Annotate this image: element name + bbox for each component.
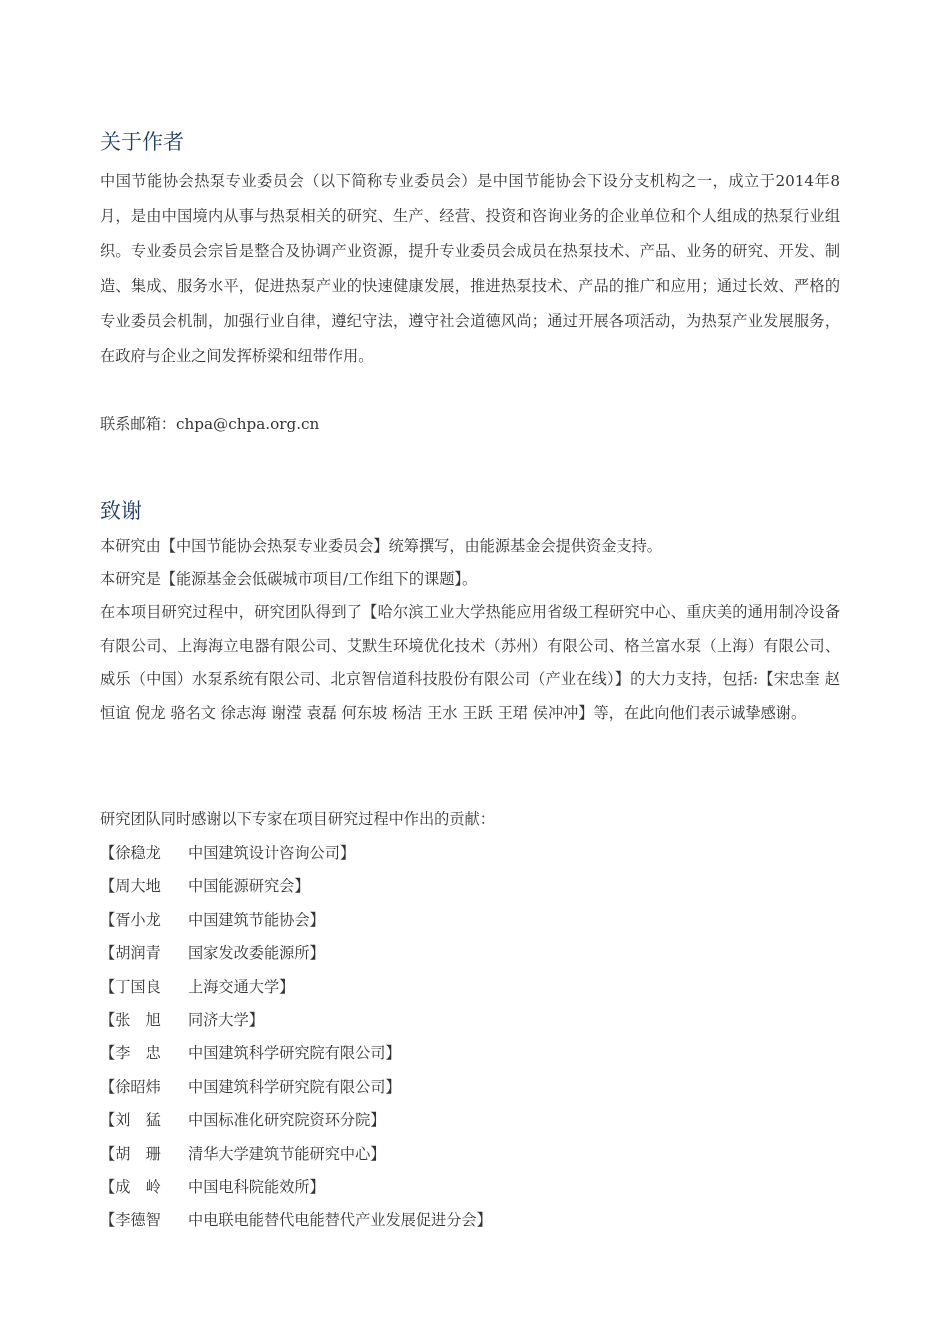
expert-org: 中国能源研究会】 — [188, 877, 310, 896]
expert-org: 清华大学建筑节能研究中心】 — [188, 1144, 386, 1163]
expert-name: 【张 旭 — [100, 1011, 161, 1030]
thanks-body: 在本项目研究过程中，研究团队得到了【哈尔滨工业大学热能应用省级工程研究中心、重庆美的通用制冷设备有限公司、上海海立电器有限公司、艾默生环境优化技术（苏州）有限公司、格兰富水泵（上海）有限公司、威乐（中国）水泵系统有限公司、北京智信道科技股份有限公司（产业在线）】的大力支持，包括:【宋忠奎 赵恒谊 倪龙 骆名文 徐志海 谢滢 袁磊 何东坡 杨洁 王水 王跃 王珺 侯冲冲】等，在此向他们表示诚挚感谢。 — [100, 603, 840, 722]
expert-org: 中国标准化研究院资环分院】 — [188, 1111, 386, 1130]
about-heading: 关于作者 — [100, 130, 184, 154]
expert-org: 国家发改委能源所】 — [188, 944, 325, 963]
expert-item — [100, 1204, 492, 1237]
expert-item — [100, 971, 492, 1004]
expert-name: 【徐稳龙 — [100, 844, 161, 862]
expert-item — [100, 937, 492, 970]
expert-name: 【成 岭 — [100, 1178, 161, 1197]
expert-name: 【徐昭炜 — [100, 1077, 161, 1096]
expert-item — [100, 1138, 492, 1171]
expert-name: 【周大地 — [100, 877, 161, 896]
expert-name: 【刘 猛 — [100, 1111, 161, 1130]
expert-name: 【丁国良 — [100, 977, 161, 996]
expert-item — [100, 1004, 492, 1037]
expert-item — [100, 837, 492, 870]
expert-org: 中国建筑节能协会】 — [188, 910, 325, 929]
expert-org: 中国建筑设计咨询公司】 — [188, 844, 356, 862]
experts-intro: 研究团队同时感谢以下专家在项目研究过程中作出的贡献： — [100, 810, 495, 828]
expert-name: 【胡 珊 — [100, 1144, 161, 1163]
expert-item — [100, 1037, 492, 1070]
expert-name: 【胥小龙 — [100, 910, 161, 929]
expert-org: 上海交通大学】 — [188, 977, 295, 996]
expert-name: 【李 忠 — [100, 1044, 161, 1063]
expert-item — [100, 870, 492, 903]
expert-org: 中电联电能替代电能替代产业发展促进分会】 — [188, 1211, 492, 1230]
expert-org: 同济大学】 — [188, 1011, 264, 1030]
expert-name: 【胡润青 — [100, 944, 161, 963]
expert-org: 中国电科院能效所】 — [188, 1178, 325, 1197]
about-body: 中国节能协会热泵专业委员会（以下简称专业委员会）是中国节能协会下设分支机构之一，成立于2014年8月，是由中国境内从事与热泵相关的研究、生产、经营、投资和咨询业务的企业单位和个人组成的热泵行业组织。专业委员会宗旨是整合及协调产业资源，提升专业委员会成员在热泵技术、产品、业务的研究、开发、制造、集成、服务水平，促进热泵产业的快速健康发展，推进热泵技术、产品的推广和应用；通过长效、严格的专业委员会机制，加强行业自律，遵纪守法，遵守社会道德风尚；通过开展各项活动，为热泵产业发展服务，在政府与企业之间发挥桥梁和纽带作用。 — [100, 172, 840, 365]
about-email: 联系邮箱：chpa@chpa.org.cn — [100, 415, 320, 433]
thanks-line-2: 本研究是【能源基金会低碳城市项目/工作组下的课题】。 — [100, 570, 478, 588]
experts-list — [100, 837, 492, 1238]
thanks-line-1: 本研究由【中国节能协会热泵专业委员会】统筹撰写，由能源基金会提供资金支持。 — [100, 537, 662, 555]
expert-item — [100, 1104, 492, 1137]
expert-name: 【李德智 — [100, 1211, 161, 1230]
expert-org: 中国建筑科学研究院有限公司】 — [188, 1044, 401, 1063]
thanks-heading: 致谢 — [100, 499, 142, 523]
expert-org: 中国建筑科学研究院有限公司】 — [188, 1077, 401, 1096]
expert-item — [100, 1071, 492, 1104]
expert-item — [100, 1171, 492, 1204]
expert-item — [100, 904, 492, 937]
